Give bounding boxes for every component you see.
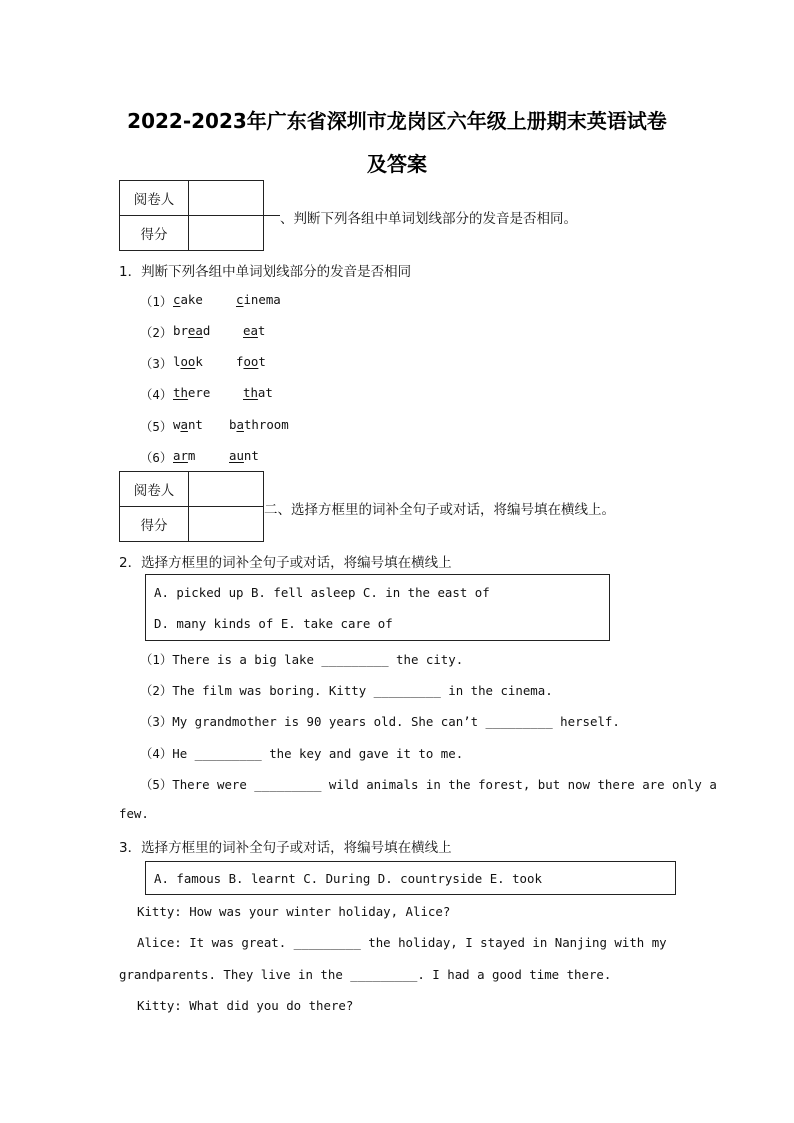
item-number: （2） xyxy=(140,325,173,340)
word-1 xyxy=(173,323,210,338)
section-2-heading: 二、选择方框里的词补全句子或对话，将编号填在横线上。 xyxy=(264,502,615,518)
score-label: 得分 xyxy=(120,507,189,542)
document-title-continued: 及答案 xyxy=(367,152,427,176)
word-part: d xyxy=(202,323,211,338)
word-part: at xyxy=(257,385,273,400)
section-1-heading: 、判断下列各组中单词划线部分的发音是否相同。 xyxy=(280,211,577,227)
word-part: t xyxy=(257,323,266,338)
underlined-letters: ar xyxy=(173,448,188,463)
question-2-item: （4）He _________ the key and gave it to me. xyxy=(140,746,464,761)
question-3-options: A. famous B. learnt C. During D. countryside E. took xyxy=(154,871,542,886)
score-label: 得分 xyxy=(120,216,189,251)
word-2 xyxy=(236,354,266,369)
dialogue-line: Kitty: How was your winter holiday, Alice? xyxy=(137,904,451,919)
word-2 xyxy=(229,448,259,463)
word-1 xyxy=(173,417,203,432)
word-part: b xyxy=(229,417,237,432)
word-part: nt xyxy=(187,417,203,432)
word-part: ere xyxy=(187,385,211,400)
item-number: （3） xyxy=(140,356,173,371)
score-blank xyxy=(189,507,264,542)
word-part: nt xyxy=(243,448,259,463)
word-part: f xyxy=(236,354,244,369)
word-part: m xyxy=(187,448,196,463)
word-part: t xyxy=(258,354,266,369)
word-part: br xyxy=(173,323,188,338)
dialogue-line: Kitty: What did you do there? xyxy=(137,998,354,1013)
question-2-item: （3）My grandmother is 90 years old. She can’t _________ herself. xyxy=(140,714,620,729)
score-box-section-1 xyxy=(119,180,264,251)
question-2-label: 2．选择方框里的词补全句子或对话，将编号填在横线上 xyxy=(119,555,452,571)
underlined-letters: c xyxy=(236,292,244,307)
underlined-letters: ea xyxy=(187,323,203,338)
word-part: w xyxy=(173,417,181,432)
question-2-item: （5）There were _________ wild animals in the forest, but now there are only a xyxy=(140,777,717,792)
question-2-options-row-2: D. many kinds of E. take care of xyxy=(154,616,393,631)
question-2-item: （2）The film was boring. Kitty _________ in the cinema. xyxy=(140,683,553,698)
word-1 xyxy=(173,354,203,369)
document-title: 2022-2023年广东省深圳市龙岗区六年级上册期末英语试卷 xyxy=(127,109,667,133)
reviewer-label: 阅卷人 xyxy=(120,181,189,216)
score-box-section-2 xyxy=(119,471,264,542)
underlined-letters: ea xyxy=(243,323,258,338)
word-part: k xyxy=(195,354,203,369)
item-number: （1） xyxy=(140,294,173,309)
underlined-letters: au xyxy=(229,448,244,463)
word-2 xyxy=(229,417,289,432)
question-3-label: 3．选择方框里的词补全句子或对话，将编号填在横线上 xyxy=(119,840,452,856)
underlined-letters: oo xyxy=(180,354,196,369)
word-part: ake xyxy=(180,292,203,307)
reviewer-blank xyxy=(189,181,264,216)
underlined-letters: a xyxy=(180,417,188,432)
score-blank xyxy=(189,216,264,251)
underlined-letters: a xyxy=(236,417,244,432)
word-part: throom xyxy=(243,417,289,432)
score-box-connector xyxy=(264,215,280,216)
dialogue-line: Alice: It was great. _________ the holiday, I stayed in Nanjing with my xyxy=(137,935,667,950)
underlined-letters: oo xyxy=(243,354,259,369)
word-2 xyxy=(243,385,273,400)
word-1 xyxy=(173,448,195,463)
word-1 xyxy=(173,292,203,307)
question-2-item: （1）There is a big lake _________ the city. xyxy=(140,652,464,667)
question-1-label: 1．判断下列各组中单词划线部分的发音是否相同 xyxy=(119,264,412,280)
underlined-letters: th xyxy=(243,385,258,400)
underlined-letters: th xyxy=(173,385,188,400)
word-2 xyxy=(243,323,265,338)
word-2 xyxy=(236,292,281,307)
dialogue-line: grandparents. They live in the _________. I had a good time there. xyxy=(119,967,612,982)
word-1 xyxy=(173,385,210,400)
item-number: （4） xyxy=(140,387,173,402)
word-part: l xyxy=(173,354,181,369)
question-2-options-row-1: A. picked up B. fell asleep C. in the east of xyxy=(154,585,490,600)
reviewer-label: 阅卷人 xyxy=(120,472,189,507)
question-2-item-continued: few. xyxy=(119,806,149,821)
underlined-letters: c xyxy=(173,292,181,307)
reviewer-blank xyxy=(189,472,264,507)
word-part: inema xyxy=(243,292,281,307)
item-number: （6） xyxy=(140,450,173,465)
item-number: （5） xyxy=(140,419,173,434)
